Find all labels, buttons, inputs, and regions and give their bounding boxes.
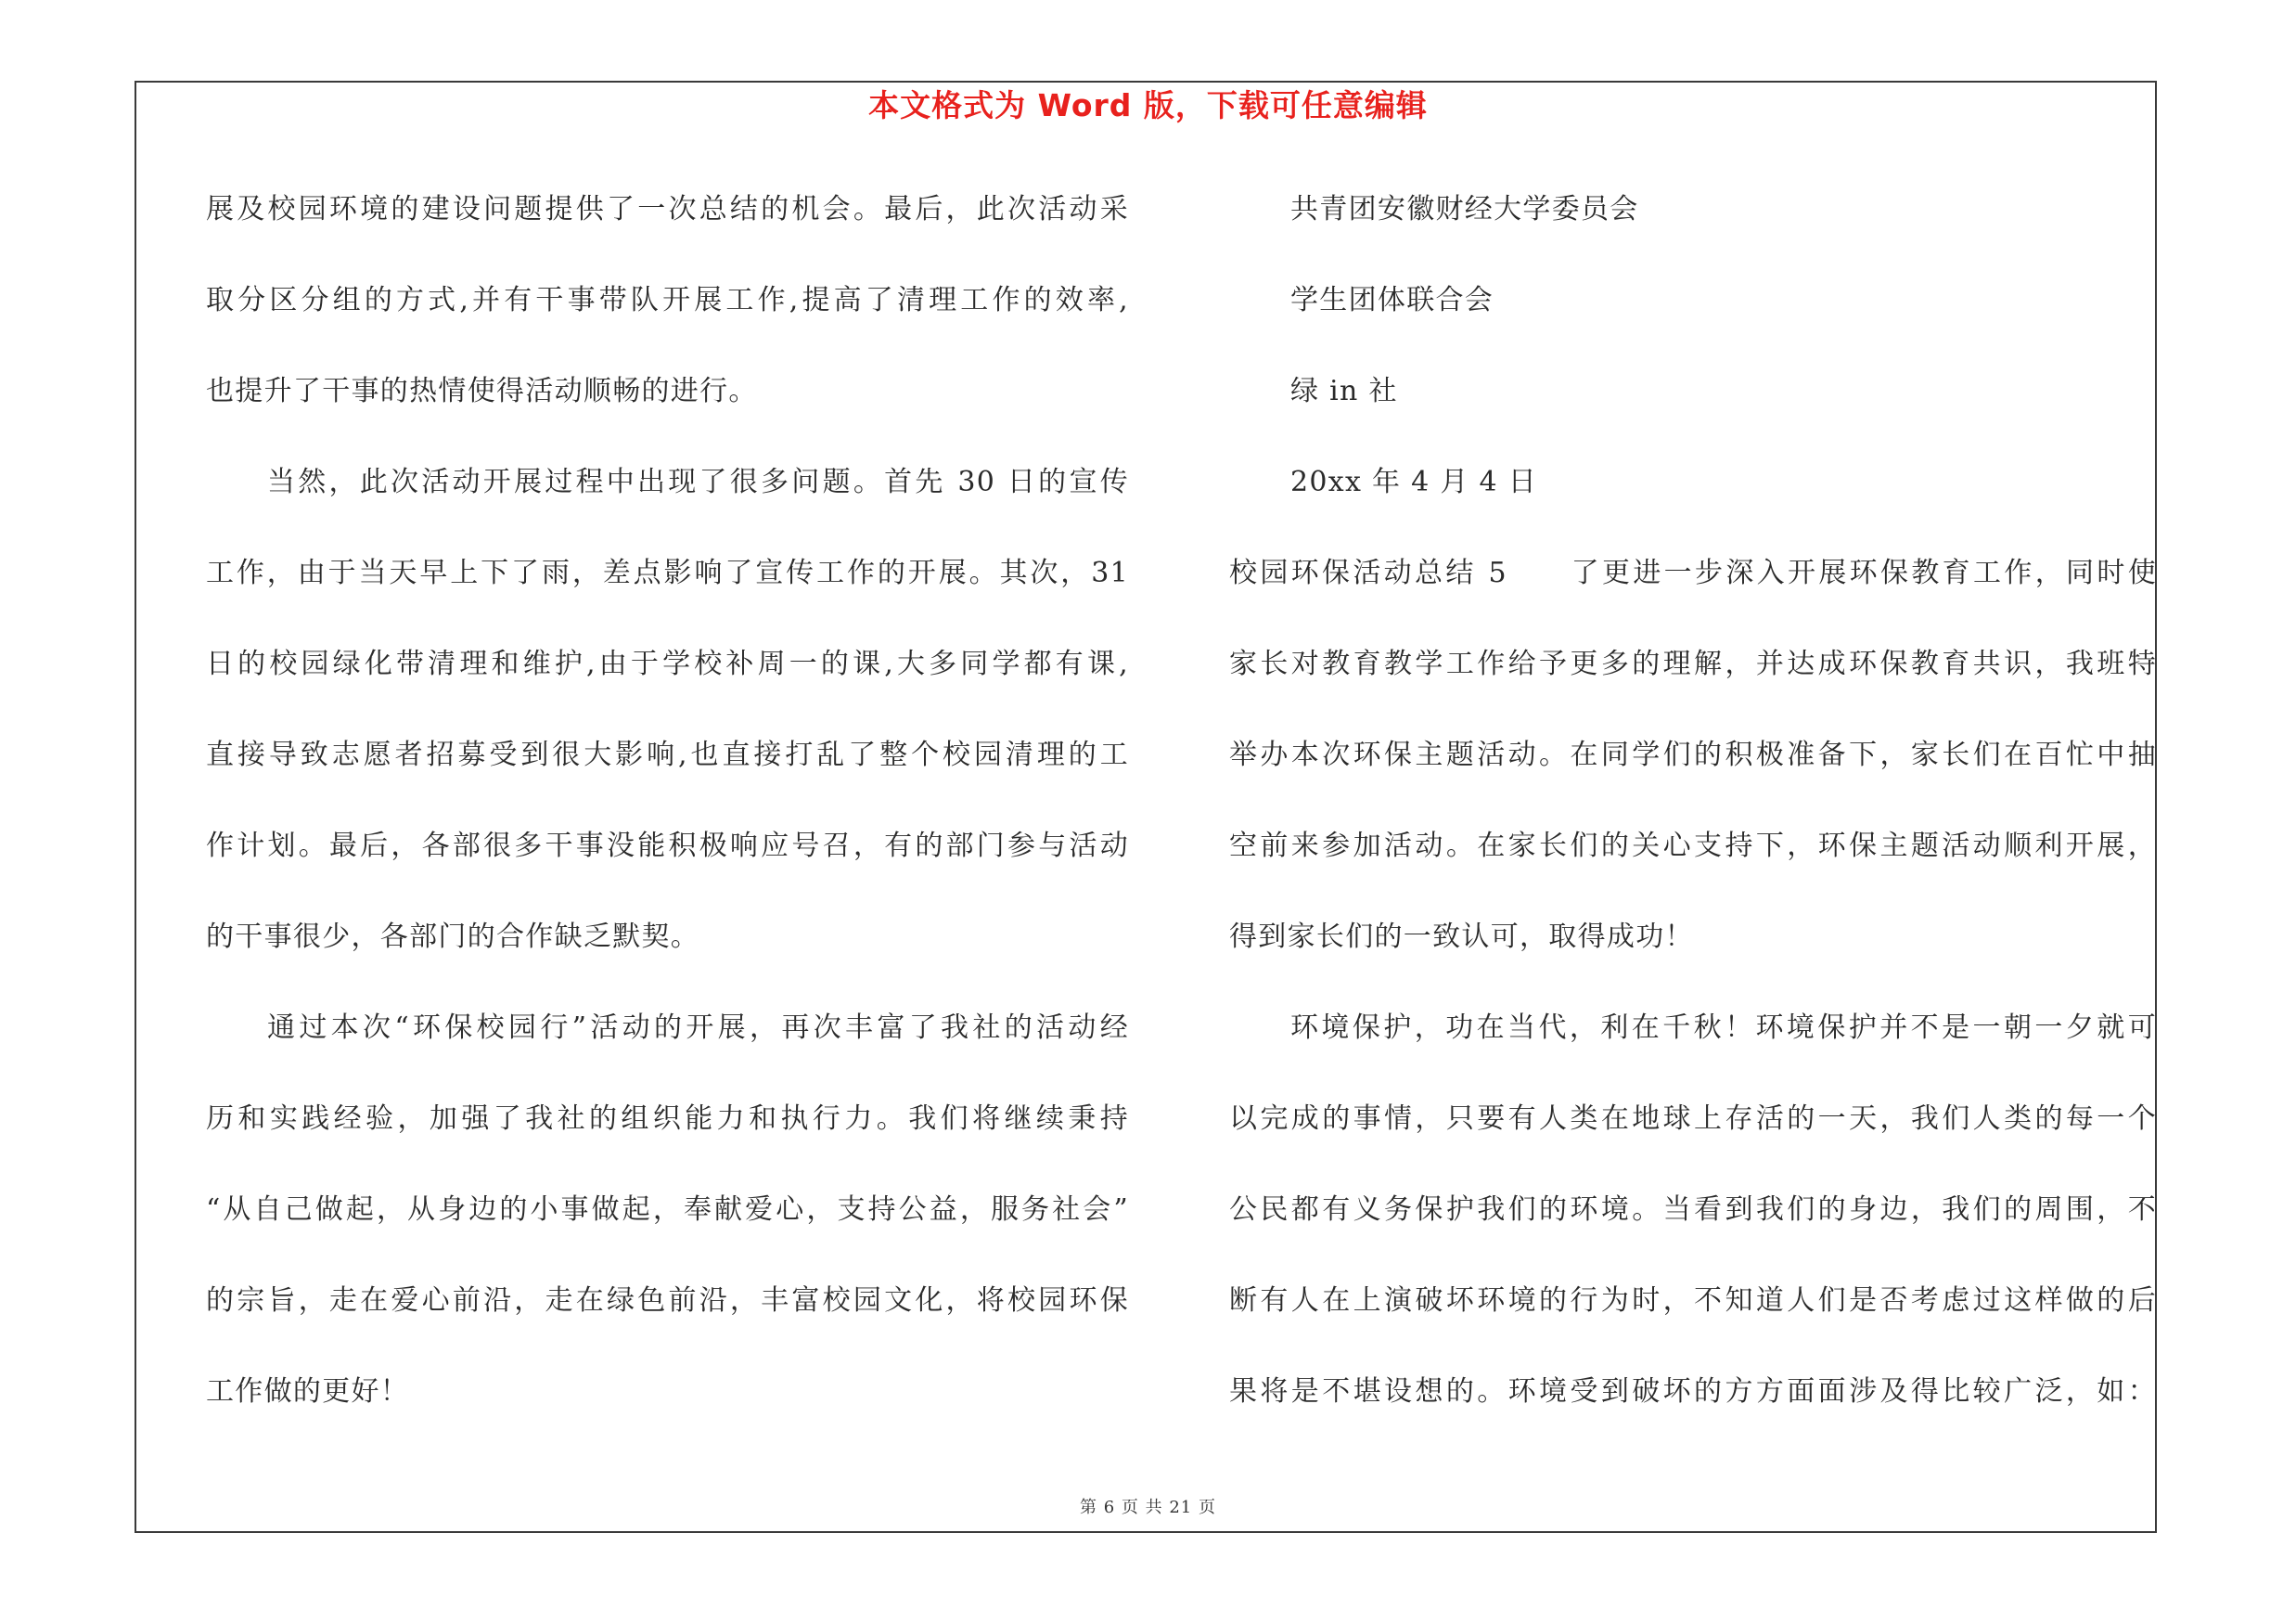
- paragraph-line: 工作，由于当天早上下了雨，差点影响了宣传工作的开展。其次，31: [206, 557, 1129, 589]
- paragraph-line: 工作做的更好！: [206, 1375, 410, 1408]
- paragraph-line: 作计划。最后，各部很多干事没能积极响应号召，有的部门参与活动: [206, 830, 1129, 862]
- paragraph-line: 直接导致志愿者招募受到很大影响,也直接打乱了整个校园清理的工: [206, 739, 1129, 771]
- right-column: [1229, 177, 2157, 1450]
- paragraph-line: 果将是不堪设想的。环境受到破坏的方方面面涉及得比较广泛，如：: [1229, 1375, 2157, 1408]
- word-format-banner: 本文格式为 Word 版，下载可任意编辑: [868, 87, 1428, 123]
- signature-organization: 共青团安徽财经大学委员会: [1290, 193, 1639, 225]
- paragraph-line: 以完成的事情，只要有人类在地球上存活的一天，我们人类的每一个: [1229, 1102, 2157, 1135]
- paragraph-line: “从自己做起，从身边的小事做起，奉献爱心，支持公益，服务社会”: [206, 1193, 1129, 1226]
- paragraph-line: 的宗旨，走在爱心前沿，走在绿色前沿，丰富校园文化，将校园环保: [206, 1284, 1129, 1317]
- paragraph-line: 日的校园绿化带清理和维护,由于学校补周一的课,大多同学都有课,: [206, 648, 1129, 680]
- paragraph-line: 也提升了干事的热情使得活动顺畅的进行。: [206, 375, 758, 407]
- paragraph-line: 得到家长们的一致认可，取得成功！: [1229, 921, 1694, 953]
- paragraph-line: 空前来参加活动。在家长们的关心支持下，环保主题活动顺利开展，: [1229, 830, 2157, 862]
- paragraph-line: 断有人在上演破坏环境的行为时，不知道人们是否考虑过这样做的后: [1229, 1284, 2157, 1317]
- paragraph-line: 家长对教育教学工作给予更多的理解，并达成环保教育共识，我班特: [1229, 648, 2157, 680]
- paragraph-line: 举办本次环保主题活动。在同学们的积极准备下，家长们在百忙中抽: [1229, 739, 2157, 771]
- signature-club: 绿 in 社: [1290, 375, 1398, 407]
- paragraph-line: 历和实践经验，加强了我社的组织能力和执行力。我们将继续秉持: [206, 1102, 1129, 1135]
- paragraph-line: 当然，此次活动开展过程中出现了很多问题。首先 30 日的宣传: [267, 466, 1129, 498]
- paragraph-line: 展及校园环境的建设问题提供了一次总结的机会。最后，此次活动采: [206, 193, 1129, 225]
- paragraph-line: 取分区分组的方式,并有干事带队开展工作,提高了清理工作的效率,: [206, 284, 1129, 316]
- left-column: [206, 177, 1129, 1450]
- paragraph-line: 公民都有义务保护我们的环境。当看到我们的身边，我们的周围，不: [1229, 1193, 2157, 1226]
- signature-date: 20xx 年 4 月 4 日: [1290, 466, 1538, 498]
- signature-union: 学生团体联合会: [1290, 284, 1494, 316]
- paragraph-line: 校园环保活动总结 5 了更进一步深入开展环保教育工作，同时使: [1229, 557, 2157, 589]
- page-number-footer: 第 6 页 共 21 页: [1080, 1498, 1216, 1517]
- paragraph-line: 的干事很少，各部门的合作缺乏默契。: [206, 921, 700, 953]
- paragraph-line: 通过本次“环保校园行”活动的开展，再次丰富了我社的活动经: [267, 1011, 1129, 1044]
- paragraph-line: 环境保护，功在当代，利在千秋！环境保护并不是一朝一夕就可: [1290, 1011, 2157, 1044]
